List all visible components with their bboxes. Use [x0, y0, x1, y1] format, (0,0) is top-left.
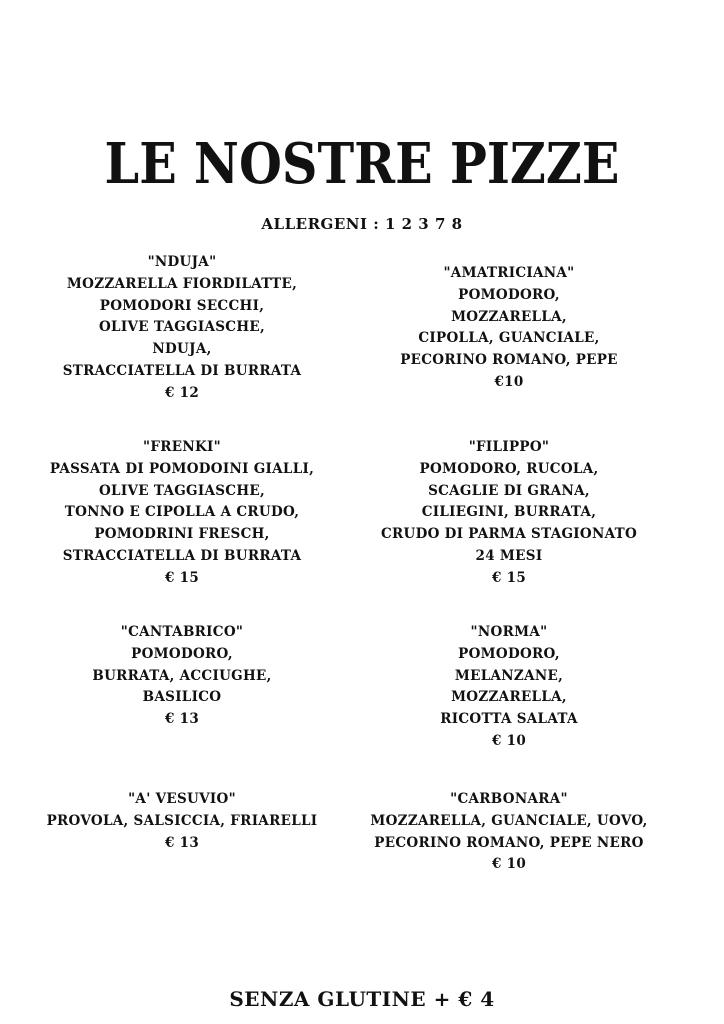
pizza-ingredient: STRACCIATELLA DI BURRATA	[62, 547, 302, 564]
pizza-price: € 10	[491, 732, 527, 749]
pizza-ingredient: CRUDO DI PARMA STAGIONATO	[380, 526, 638, 543]
pizza-ingredient: MOZZARELLA,	[451, 689, 567, 706]
pizza-item-amatriciana	[355, 263, 663, 394]
pizza-ingredient: POMODORI SECCHI,	[99, 297, 265, 314]
pizza-item-norma	[355, 622, 663, 753]
pizza-ingredient: MOZZARELLA,	[451, 308, 567, 325]
pizza-ingredient: PECORINO ROMANO, PEPE	[400, 352, 618, 369]
pizza-ingredient: NDUJA,	[152, 341, 212, 358]
pizza-name: "NORMA"	[470, 624, 548, 640]
pizza-price: € 15	[491, 569, 527, 586]
pizza-ingredient: PROVOLA, SALSICCIA, FRIARELLI	[46, 812, 318, 829]
pizza-ingredient: CIPOLLA, GUANCIALE,	[418, 330, 600, 347]
pizza-price: € 12	[164, 384, 200, 401]
pizza-ingredient: POMODORO,	[458, 286, 560, 303]
pizza-item-filippo	[355, 437, 663, 590]
pizza-price: € 10	[491, 856, 527, 873]
pizza-ingredient: CILIEGINI, BURRATA,	[421, 504, 597, 521]
pizza-price: €10	[494, 373, 524, 390]
pizza-ingredient: MOZZARELLA FIORDILATTE,	[66, 275, 298, 292]
pizza-price: € 13	[164, 834, 200, 851]
pizza-ingredient: OLIVE TAGGIASCHE,	[99, 482, 265, 499]
pizza-ingredient: POMODORO,	[131, 645, 233, 662]
pizza-item-frenki	[20, 437, 344, 590]
pizza-price: € 15	[164, 569, 200, 586]
pizza-name: "AMATRICIANA"	[443, 265, 575, 281]
pizza-ingredient: TONNO E CIPOLLA A CRUDO,	[64, 504, 300, 521]
pizza-ingredient: POMODORO, RUCOLA,	[419, 460, 599, 477]
pizza-ingredient: STRACCIATELLA DI BURRATA	[62, 362, 302, 379]
pizza-ingredient: PECORINO ROMANO, PEPE NERO	[374, 834, 644, 851]
pizza-name: "FILIPPO"	[468, 439, 550, 455]
pizza-name: "CANTABRICO"	[120, 624, 244, 640]
pizza-ingredient: 24 MESI	[475, 547, 543, 564]
pizza-ingredient: POMODRINI FRESCH,	[94, 526, 270, 543]
pizza-ingredient: SCAGLIE DI GRANA,	[428, 482, 590, 499]
gluten-free-note: SENZA GLUTINE + € 4	[229, 987, 495, 1011]
pizza-ingredient: RICOTTA SALATA	[440, 711, 578, 728]
pizza-ingredient: BASILICO	[142, 689, 222, 706]
pizza-ingredient: MOZZARELLA, GUANCIALE, UOVO,	[370, 812, 648, 829]
pizza-item-nduja	[20, 252, 344, 405]
pizza-name: "CARBONARA"	[450, 791, 568, 807]
pizza-ingredient: MELANZANE,	[454, 667, 564, 684]
pizza-item-vesuvio	[20, 789, 344, 854]
pizza-name: "FRENKI"	[143, 439, 221, 455]
pizza-ingredient: BURRATA, ACCIUGHE,	[92, 667, 272, 684]
pizza-price: € 13	[164, 711, 200, 728]
pizza-item-carbonara	[355, 789, 663, 876]
allergens-note: ALLERGENI : 1 2 3 7 8	[261, 215, 463, 233]
pizza-ingredient: PASSATA DI POMODOINI GIALLI,	[49, 460, 315, 477]
pizza-name: "NDUJA"	[147, 254, 217, 270]
pizza-name: "A' VESUVIO"	[128, 791, 236, 807]
pizza-ingredient: POMODORO,	[458, 645, 560, 662]
page-title: LE NOSTRE PIZZE	[104, 131, 620, 197]
pizza-item-cantabrico	[20, 622, 344, 731]
pizza-ingredient: OLIVE TAGGIASCHE,	[99, 319, 265, 336]
